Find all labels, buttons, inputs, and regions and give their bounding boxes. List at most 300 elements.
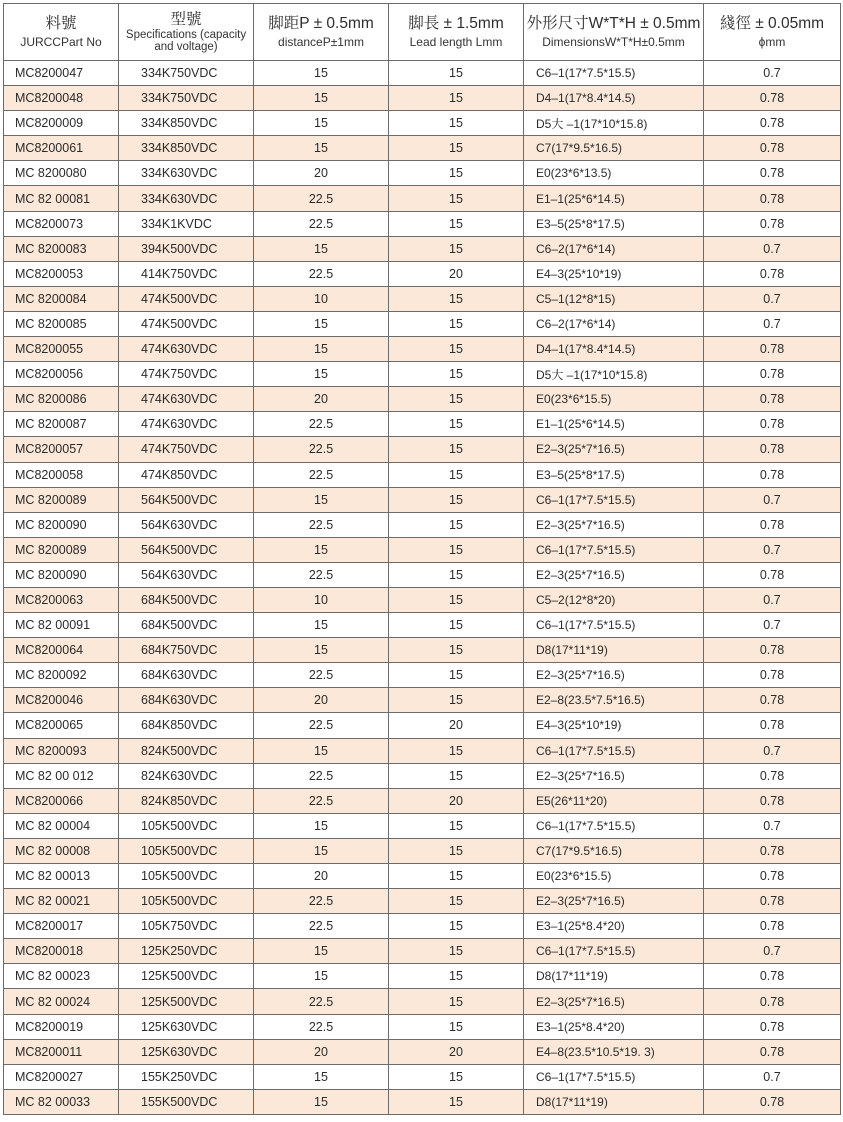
lead-length-cell: 15 <box>389 161 524 186</box>
table-row <box>4 1089 841 1114</box>
pin-distance-cell: 15 <box>254 838 389 863</box>
specification-cell: 105K750VDC <box>119 914 254 939</box>
specification-cell: 474K500VDC <box>119 286 254 311</box>
part-no-cell: MC 8200089 <box>4 487 119 512</box>
header-lead-length <box>389 4 524 61</box>
wire-diameter-cell: 0.78 <box>704 512 841 537</box>
specification-cell: 564K500VDC <box>119 487 254 512</box>
header-dimensions-zh: 外形尺寸W*T*H ± 0.5mm <box>526 14 701 32</box>
dimensions-cell: E2–3(25*7*16.5) <box>524 512 704 537</box>
dimensions-cell: D8(17*11*19) <box>524 1089 704 1114</box>
wire-diameter-cell: 0.78 <box>704 261 841 286</box>
pin-distance-cell: 22.5 <box>254 437 389 462</box>
dimensions-cell: E0(23*6*13.5) <box>524 161 704 186</box>
specification-cell: 684K750VDC <box>119 638 254 663</box>
dimensions-cell: C6–1(17*7.5*15.5) <box>524 1064 704 1089</box>
pin-distance-cell: 22.5 <box>254 914 389 939</box>
dimensions-cell: C7(17*9.5*16.5) <box>524 136 704 161</box>
part-no-cell: MC 8200089 <box>4 537 119 562</box>
pin-distance-cell: 15 <box>254 537 389 562</box>
wire-diameter-cell: 0.78 <box>704 864 841 889</box>
part-no-cell: MC8200063 <box>4 587 119 612</box>
spec-sheet <box>3 3 840 1115</box>
specification-cell: 474K850VDC <box>119 462 254 487</box>
pin-distance-cell: 20 <box>254 688 389 713</box>
specification-cell: 334K630VDC <box>119 161 254 186</box>
part-no-cell: MC8200053 <box>4 261 119 286</box>
part-no-cell: MC 82 00033 <box>4 1089 119 1114</box>
wire-diameter-cell: 0.78 <box>704 387 841 412</box>
specification-cell: 105K500VDC <box>119 864 254 889</box>
dimensions-cell: E3–1(25*8.4*20) <box>524 1014 704 1039</box>
lead-length-cell: 20 <box>389 788 524 813</box>
specification-cell: 334K850VDC <box>119 136 254 161</box>
dimensions-cell: E2–3(25*7*16.5) <box>524 663 704 688</box>
specification-cell: 474K750VDC <box>119 437 254 462</box>
wire-diameter-cell: 0.78 <box>704 989 841 1014</box>
lead-length-cell: 15 <box>389 613 524 638</box>
specification-cell: 334K850VDC <box>119 111 254 136</box>
specification-cell: 125K500VDC <box>119 964 254 989</box>
wire-diameter-cell: 0.78 <box>704 462 841 487</box>
lead-length-cell: 15 <box>389 362 524 387</box>
lead-length-cell: 15 <box>389 211 524 236</box>
table-row <box>4 362 841 387</box>
pin-distance-cell: 15 <box>254 487 389 512</box>
pin-distance-cell: 15 <box>254 61 389 86</box>
header-pin-distance <box>254 4 389 61</box>
dimensions-cell: E4–8(23.5*10.5*19. 3) <box>524 1039 704 1064</box>
pin-distance-cell: 15 <box>254 939 389 964</box>
specification-cell: 105K500VDC <box>119 838 254 863</box>
wire-diameter-cell: 0.78 <box>704 788 841 813</box>
specification-cell: 474K630VDC <box>119 412 254 437</box>
table-body <box>4 61 841 1115</box>
dimensions-cell: D5大 –1(17*10*15.8) <box>524 362 704 387</box>
part-no-cell: MC8200019 <box>4 1014 119 1039</box>
dimensions-cell: E2–3(25*7*16.5) <box>524 562 704 587</box>
table-row <box>4 964 841 989</box>
part-no-cell: MC 82 00024 <box>4 989 119 1014</box>
dimensions-cell: E3–5(25*8*17.5) <box>524 462 704 487</box>
header-lead-length-en: Lead length Lmm <box>409 34 503 49</box>
specification-cell: 125K500VDC <box>119 989 254 1014</box>
table-row <box>4 211 841 236</box>
lead-length-cell: 15 <box>389 236 524 261</box>
dimensions-cell: E0(23*6*15.5) <box>524 864 704 889</box>
part-no-cell: MC 82 00021 <box>4 889 119 914</box>
part-no-cell: MC8200018 <box>4 939 119 964</box>
wire-diameter-cell: 0.78 <box>704 889 841 914</box>
table-row <box>4 1064 841 1089</box>
pin-distance-cell: 15 <box>254 311 389 336</box>
specification-cell: 564K630VDC <box>119 562 254 587</box>
dimensions-cell: E2–3(25*7*16.5) <box>524 889 704 914</box>
dimensions-cell: E2–3(25*7*16.5) <box>524 763 704 788</box>
part-no-cell: MC8200066 <box>4 788 119 813</box>
lead-length-cell: 15 <box>389 562 524 587</box>
part-no-cell: MC8200047 <box>4 61 119 86</box>
specification-cell: 125K250VDC <box>119 939 254 964</box>
part-no-cell: MC 8200087 <box>4 412 119 437</box>
capacitor-spec-table <box>3 3 841 1115</box>
pin-distance-cell: 22.5 <box>254 261 389 286</box>
lead-length-cell: 15 <box>389 512 524 537</box>
pin-distance-cell: 20 <box>254 864 389 889</box>
wire-diameter-cell: 0.78 <box>704 713 841 738</box>
part-no-cell: MC 8200085 <box>4 311 119 336</box>
dimensions-cell: C6–2(17*6*14) <box>524 311 704 336</box>
table-row <box>4 1039 841 1064</box>
wire-diameter-cell: 0.78 <box>704 1014 841 1039</box>
specification-cell: 684K500VDC <box>119 587 254 612</box>
dimensions-cell: E3–1(25*8.4*20) <box>524 914 704 939</box>
wire-diameter-cell: 0.7 <box>704 286 841 311</box>
lead-length-cell: 15 <box>389 763 524 788</box>
pin-distance-cell: 22.5 <box>254 412 389 437</box>
pin-distance-cell: 22.5 <box>254 889 389 914</box>
pin-distance-cell: 15 <box>254 1064 389 1089</box>
table-row <box>4 864 841 889</box>
dimensions-cell: D8(17*11*19) <box>524 964 704 989</box>
lead-length-cell: 15 <box>389 889 524 914</box>
specification-cell: 394K500VDC <box>119 236 254 261</box>
table-row <box>4 763 841 788</box>
pin-distance-cell: 20 <box>254 1039 389 1064</box>
dimensions-cell: D4–1(17*8.4*14.5) <box>524 86 704 111</box>
header-pin-distance-en: distanceP±1mm <box>278 34 364 49</box>
header-lead-length-zh: 脚長 ± 1.5mm <box>408 14 504 32</box>
part-no-cell: MC 8200093 <box>4 738 119 763</box>
lead-length-cell: 15 <box>389 964 524 989</box>
part-no-cell: MC 8200083 <box>4 236 119 261</box>
wire-diameter-cell: 0.7 <box>704 1064 841 1089</box>
wire-diameter-cell: 0.7 <box>704 311 841 336</box>
table-row <box>4 286 841 311</box>
table-row <box>4 562 841 587</box>
table-row <box>4 437 841 462</box>
table-row <box>4 186 841 211</box>
lead-length-cell: 15 <box>389 487 524 512</box>
pin-distance-cell: 15 <box>254 813 389 838</box>
wire-diameter-cell: 0.78 <box>704 437 841 462</box>
table-row <box>4 161 841 186</box>
specification-cell: 334K750VDC <box>119 61 254 86</box>
table-row <box>4 788 841 813</box>
specification-cell: 564K500VDC <box>119 537 254 562</box>
table-row <box>4 311 841 336</box>
wire-diameter-cell: 0.78 <box>704 638 841 663</box>
part-no-cell: MC 82 00023 <box>4 964 119 989</box>
table-row <box>4 537 841 562</box>
lead-length-cell: 15 <box>389 462 524 487</box>
wire-diameter-cell: 0.78 <box>704 763 841 788</box>
header-specifications-en: Specifications (capacity and voltage) <box>125 28 247 53</box>
table-row <box>4 713 841 738</box>
wire-diameter-cell: 0.78 <box>704 562 841 587</box>
specification-cell: 105K500VDC <box>119 889 254 914</box>
part-no-cell: MC8200073 <box>4 211 119 236</box>
lead-length-cell: 15 <box>389 939 524 964</box>
lead-length-cell: 15 <box>389 136 524 161</box>
wire-diameter-cell: 0.78 <box>704 86 841 111</box>
part-no-cell: MC 82 00091 <box>4 613 119 638</box>
pin-distance-cell: 22.5 <box>254 763 389 788</box>
part-no-cell: MC8200055 <box>4 337 119 362</box>
dimensions-cell: C7(17*9.5*16.5) <box>524 838 704 863</box>
wire-diameter-cell: 0.78 <box>704 838 841 863</box>
part-no-cell: MC8200056 <box>4 362 119 387</box>
dimensions-cell: C6–1(17*7.5*15.5) <box>524 813 704 838</box>
dimensions-cell: C6–1(17*7.5*15.5) <box>524 61 704 86</box>
part-no-cell: MC 8200086 <box>4 387 119 412</box>
pin-distance-cell: 22.5 <box>254 1014 389 1039</box>
header-specifications <box>119 4 254 61</box>
wire-diameter-cell: 0.7 <box>704 537 841 562</box>
table-row <box>4 889 841 914</box>
table-row <box>4 738 841 763</box>
lead-length-cell: 15 <box>389 412 524 437</box>
wire-diameter-cell: 0.78 <box>704 688 841 713</box>
part-no-cell: MC 8200084 <box>4 286 119 311</box>
specification-cell: 684K500VDC <box>119 613 254 638</box>
header-dimensions-en: DimensionsW*T*H±0.5mm <box>542 34 685 49</box>
pin-distance-cell: 15 <box>254 362 389 387</box>
wire-diameter-cell: 0.7 <box>704 236 841 261</box>
dimensions-cell: E2–3(25*7*16.5) <box>524 437 704 462</box>
lead-length-cell: 15 <box>389 286 524 311</box>
lead-length-cell: 15 <box>389 437 524 462</box>
table-row <box>4 939 841 964</box>
part-no-cell: MC 8200090 <box>4 562 119 587</box>
table-row <box>4 1014 841 1039</box>
specification-cell: 474K500VDC <box>119 311 254 336</box>
specification-cell: 155K250VDC <box>119 1064 254 1089</box>
lead-length-cell: 15 <box>389 311 524 336</box>
wire-diameter-cell: 0.78 <box>704 211 841 236</box>
wire-diameter-cell: 0.78 <box>704 337 841 362</box>
dimensions-cell: E5(26*11*20) <box>524 788 704 813</box>
pin-distance-cell: 22.5 <box>254 663 389 688</box>
specification-cell: 474K630VDC <box>119 337 254 362</box>
pin-distance-cell: 20 <box>254 387 389 412</box>
pin-distance-cell: 22.5 <box>254 562 389 587</box>
pin-distance-cell: 20 <box>254 161 389 186</box>
part-no-cell: MC 82 00004 <box>4 813 119 838</box>
table-row <box>4 462 841 487</box>
table-row <box>4 61 841 86</box>
specification-cell: 414K750VDC <box>119 261 254 286</box>
table-header-row <box>4 4 841 61</box>
part-no-cell: MC8200046 <box>4 688 119 713</box>
dimensions-cell: E4–3(25*10*19) <box>524 713 704 738</box>
wire-diameter-cell: 0.7 <box>704 939 841 964</box>
table-row <box>4 838 841 863</box>
specification-cell: 824K630VDC <box>119 763 254 788</box>
dimensions-cell: E3–5(25*8*17.5) <box>524 211 704 236</box>
specification-cell: 334K750VDC <box>119 86 254 111</box>
dimensions-cell: C6–1(17*7.5*15.5) <box>524 487 704 512</box>
lead-length-cell: 15 <box>389 688 524 713</box>
part-no-cell: MC8200027 <box>4 1064 119 1089</box>
table-row <box>4 989 841 1014</box>
pin-distance-cell: 15 <box>254 638 389 663</box>
table-row <box>4 813 841 838</box>
wire-diameter-cell: 0.78 <box>704 161 841 186</box>
pin-distance-cell: 22.5 <box>254 713 389 738</box>
specification-cell: 684K850VDC <box>119 713 254 738</box>
header-specifications-zh: 型號 <box>170 11 202 29</box>
dimensions-cell: C6–1(17*7.5*15.5) <box>524 537 704 562</box>
dimensions-cell: E2–8(23.5*7.5*16.5) <box>524 688 704 713</box>
dimensions-cell: E4–3(25*10*19) <box>524 261 704 286</box>
part-no-cell: MC 82 00013 <box>4 864 119 889</box>
dimensions-cell: C6–1(17*7.5*15.5) <box>524 738 704 763</box>
specification-cell: 334K1KVDC <box>119 211 254 236</box>
lead-length-cell: 15 <box>389 838 524 863</box>
part-no-cell: MC8200058 <box>4 462 119 487</box>
lead-length-cell: 15 <box>389 387 524 412</box>
header-part-no-en: JURCCPart No <box>20 34 102 49</box>
table-row <box>4 512 841 537</box>
dimensions-cell: E2–3(25*7*16.5) <box>524 989 704 1014</box>
wire-diameter-cell: 0.78 <box>704 362 841 387</box>
wire-diameter-cell: 0.78 <box>704 1089 841 1114</box>
pin-distance-cell: 10 <box>254 587 389 612</box>
table-row <box>4 412 841 437</box>
part-no-cell: MC 8200080 <box>4 161 119 186</box>
wire-diameter-cell: 0.78 <box>704 914 841 939</box>
pin-distance-cell: 22.5 <box>254 462 389 487</box>
dimensions-cell: D4–1(17*8.4*14.5) <box>524 337 704 362</box>
lead-length-cell: 20 <box>389 713 524 738</box>
table-row <box>4 487 841 512</box>
lead-length-cell: 20 <box>389 261 524 286</box>
specification-cell: 474K750VDC <box>119 362 254 387</box>
table-row <box>4 111 841 136</box>
table-row <box>4 914 841 939</box>
lead-length-cell: 15 <box>389 663 524 688</box>
pin-distance-cell: 15 <box>254 613 389 638</box>
specification-cell: 824K850VDC <box>119 788 254 813</box>
pin-distance-cell: 15 <box>254 86 389 111</box>
lead-length-cell: 15 <box>389 989 524 1014</box>
header-wire-diameter-zh: 綫徑 ± 0.05mm <box>719 14 825 32</box>
part-no-cell: MC8200009 <box>4 111 119 136</box>
wire-diameter-cell: 0.7 <box>704 61 841 86</box>
table-row <box>4 261 841 286</box>
dimensions-cell: C5–2(12*8*20) <box>524 587 704 612</box>
lead-length-cell: 15 <box>389 1014 524 1039</box>
part-no-cell: MC8200011 <box>4 1039 119 1064</box>
wire-diameter-cell: 0.78 <box>704 136 841 161</box>
dimensions-cell: C6–1(17*7.5*15.5) <box>524 939 704 964</box>
part-no-cell: MC8200017 <box>4 914 119 939</box>
dimensions-cell: E0(23*6*15.5) <box>524 387 704 412</box>
wire-diameter-cell: 0.78 <box>704 412 841 437</box>
table-row <box>4 236 841 261</box>
part-no-cell: MC 82 00008 <box>4 838 119 863</box>
specification-cell: 824K500VDC <box>119 738 254 763</box>
pin-distance-cell: 22.5 <box>254 989 389 1014</box>
table-row <box>4 86 841 111</box>
lead-length-cell: 15 <box>389 111 524 136</box>
lead-length-cell: 15 <box>389 813 524 838</box>
specification-cell: 334K630VDC <box>119 186 254 211</box>
table-row <box>4 613 841 638</box>
table-row <box>4 638 841 663</box>
lead-length-cell: 15 <box>389 186 524 211</box>
lead-length-cell: 15 <box>389 1064 524 1089</box>
wire-diameter-cell: 0.7 <box>704 587 841 612</box>
pin-distance-cell: 22.5 <box>254 186 389 211</box>
specification-cell: 684K630VDC <box>119 688 254 713</box>
table-row <box>4 337 841 362</box>
header-part-no-zh: 料號 <box>45 14 77 32</box>
wire-diameter-cell: 0.78 <box>704 663 841 688</box>
header-pin-distance-zh: 脚距P ± 0.5mm <box>268 14 374 32</box>
specification-cell: 125K630VDC <box>119 1039 254 1064</box>
pin-distance-cell: 15 <box>254 738 389 763</box>
dimensions-cell: D8(17*11*19) <box>524 638 704 663</box>
pin-distance-cell: 15 <box>254 111 389 136</box>
part-no-cell: MC8200048 <box>4 86 119 111</box>
table-row <box>4 587 841 612</box>
header-part-no <box>4 4 119 61</box>
pin-distance-cell: 10 <box>254 286 389 311</box>
lead-length-cell: 15 <box>389 864 524 889</box>
dimensions-cell: C5–1(12*8*15) <box>524 286 704 311</box>
pin-distance-cell: 15 <box>254 136 389 161</box>
lead-length-cell: 15 <box>389 914 524 939</box>
lead-length-cell: 15 <box>389 587 524 612</box>
header-dimensions <box>524 4 704 61</box>
pin-distance-cell: 15 <box>254 1089 389 1114</box>
table-row <box>4 136 841 161</box>
wire-diameter-cell: 0.78 <box>704 1039 841 1064</box>
specification-cell: 564K630VDC <box>119 512 254 537</box>
wire-diameter-cell: 0.78 <box>704 186 841 211</box>
dimensions-cell: C6–1(17*7.5*15.5) <box>524 613 704 638</box>
pin-distance-cell: 15 <box>254 236 389 261</box>
pin-distance-cell: 22.5 <box>254 211 389 236</box>
header-wire-diameter <box>704 4 841 61</box>
part-no-cell: MC8200057 <box>4 437 119 462</box>
wire-diameter-cell: 0.7 <box>704 738 841 763</box>
lead-length-cell: 20 <box>389 1039 524 1064</box>
dimensions-cell: E1–1(25*6*14.5) <box>524 412 704 437</box>
pin-distance-cell: 15 <box>254 337 389 362</box>
lead-length-cell: 15 <box>389 738 524 763</box>
wire-diameter-cell: 0.78 <box>704 964 841 989</box>
part-no-cell: MC 82 00 012 <box>4 763 119 788</box>
specification-cell: 125K630VDC <box>119 1014 254 1039</box>
part-no-cell: MC 8200090 <box>4 512 119 537</box>
dimensions-cell: C6–2(17*6*14) <box>524 236 704 261</box>
lead-length-cell: 15 <box>389 337 524 362</box>
specification-cell: 474K630VDC <box>119 387 254 412</box>
part-no-cell: MC 82 00081 <box>4 186 119 211</box>
wire-diameter-cell: 0.7 <box>704 487 841 512</box>
pin-distance-cell: 15 <box>254 964 389 989</box>
part-no-cell: MC8200064 <box>4 638 119 663</box>
wire-diameter-cell: 0.7 <box>704 613 841 638</box>
wire-diameter-cell: 0.7 <box>704 813 841 838</box>
header-wire-diameter-en: ϕmm <box>758 34 786 49</box>
lead-length-cell: 15 <box>389 537 524 562</box>
part-no-cell: MC8200061 <box>4 136 119 161</box>
dimensions-cell: D5大 –1(17*10*15.8) <box>524 111 704 136</box>
